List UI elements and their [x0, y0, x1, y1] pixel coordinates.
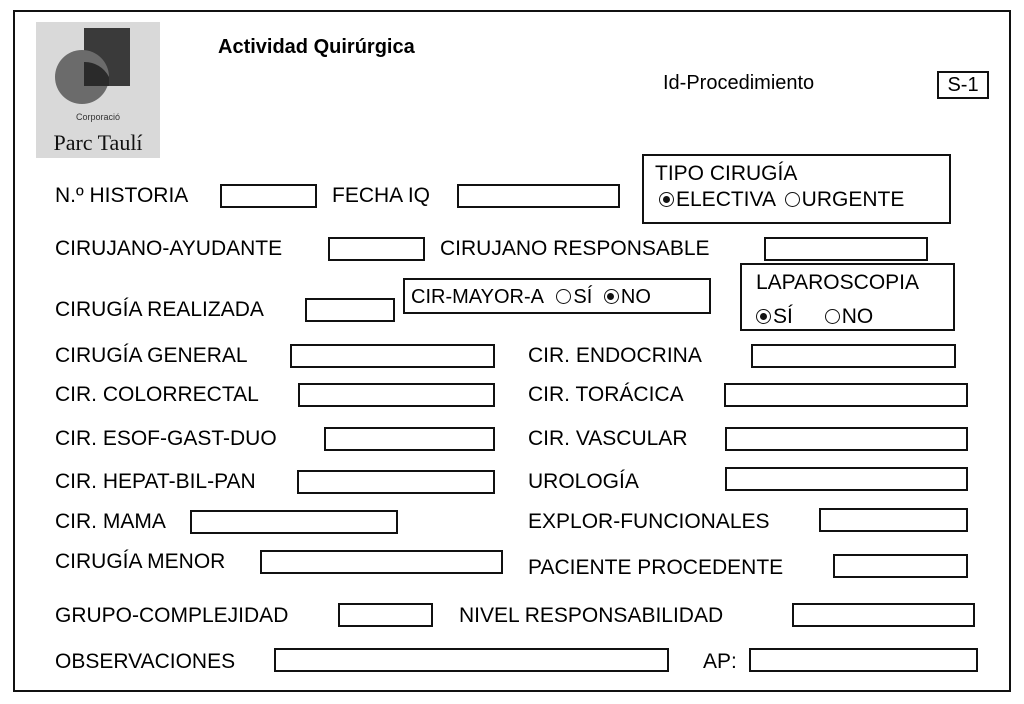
cirugia-general-label: CIRUGÍA GENERAL	[55, 344, 248, 367]
cirugia-realizada-field[interactable]	[305, 298, 395, 322]
cirugia-menor-field[interactable]	[260, 550, 503, 574]
cir-endocrina-field[interactable]	[751, 344, 956, 368]
explor-funcionales-field[interactable]	[819, 508, 968, 532]
paciente-procedente-field[interactable]	[833, 554, 968, 578]
id-procedimiento-label: Id-Procedimiento	[663, 72, 815, 94]
radio-cir-mayor-si[interactable]	[556, 289, 571, 304]
cir-mayor-no-label: NO	[620, 286, 651, 308]
fecha-label: FECHA IQ	[332, 184, 431, 207]
tipo-cirugia-title: TIPO CIRUGÍA	[655, 162, 798, 185]
cir-vascular-label: CIR. VASCULAR	[528, 427, 688, 450]
logo-name: Parc Taulí	[53, 130, 143, 155]
parc-tauli-logo	[36, 22, 160, 158]
laparoscopia-title: LAPAROSCOPIA	[756, 271, 919, 294]
urologia-field[interactable]	[725, 467, 968, 491]
nivel-responsabilidad-field[interactable]	[792, 603, 975, 627]
cir-colorrectal-field[interactable]	[298, 383, 495, 407]
cirugia-realizada-label: CIRUGÍA REALIZADA	[55, 298, 264, 321]
tipo-cirugia-options	[659, 188, 904, 212]
cir-colorrectal-label: CIR. COLORRECTAL	[55, 383, 259, 406]
cir-mayor-group	[403, 278, 711, 314]
laparoscopia-si-label: SÍ	[773, 305, 793, 328]
cirujano-responsable-field[interactable]	[764, 237, 928, 261]
electiva-label: ELECTIVA	[676, 188, 775, 211]
paciente-procedente-label: PACIENTE PROCEDENTE	[528, 556, 784, 579]
urologia-label: UROLOGÍA	[528, 470, 639, 493]
cir-esof-field[interactable]	[324, 427, 495, 451]
nivel-responsabilidad-label: NIVEL RESPONSABILIDAD	[459, 604, 724, 627]
radio-electiva[interactable]	[659, 192, 674, 207]
laparoscopia-group	[740, 263, 955, 331]
cir-mayor-si-label: SÍ	[573, 286, 593, 308]
cir-vascular-field[interactable]	[725, 427, 968, 451]
cir-endocrina-label: CIR. ENDOCRINA	[528, 344, 702, 367]
laparoscopia-no-label: NO	[841, 305, 874, 328]
urgente-label: URGENTE	[801, 188, 905, 211]
laparoscopia-options	[756, 305, 873, 329]
radio-urgente[interactable]	[785, 192, 800, 207]
tipo-cirugia-group	[642, 154, 951, 224]
radio-cir-mayor-no[interactable]	[604, 289, 619, 304]
cir-mama-label: CIR. MAMA	[55, 510, 166, 533]
cir-hepat-field[interactable]	[297, 470, 495, 494]
fecha-field[interactable]	[457, 184, 620, 208]
cir-mayor-row	[411, 285, 651, 309]
cirujano-ayudante-field[interactable]	[328, 237, 425, 261]
logo-subtitle: Corporació	[75, 112, 121, 122]
ap-field[interactable]	[749, 648, 978, 672]
historia-field[interactable]	[220, 184, 317, 208]
observaciones-label: OBSERVACIONES	[55, 650, 236, 673]
radio-laparoscopia-si[interactable]	[756, 309, 771, 324]
id-procedimiento-value: S-1	[937, 71, 989, 99]
cirujano-responsable-label: CIRUJANO RESPONSABLE	[440, 237, 710, 260]
observaciones-field[interactable]	[274, 648, 669, 672]
cir-mama-field[interactable]	[190, 510, 398, 534]
cir-toracica-field[interactable]	[724, 383, 968, 407]
grupo-complejidad-label: GRUPO-COMPLEJIDAD	[55, 604, 289, 627]
cir-hepat-label: CIR. HEPAT-BIL-PAN	[55, 470, 256, 493]
cir-toracica-label: CIR. TORÁCICA	[528, 383, 684, 406]
cir-mayor-label: CIR-MAYOR-A	[411, 286, 543, 308]
form-title: Actividad Quirúrgica	[218, 36, 415, 58]
cirujano-ayudante-label: CIRUJANO-AYUDANTE	[55, 237, 283, 260]
cirugia-general-field[interactable]	[290, 344, 495, 368]
explor-funcionales-label: EXPLOR-FUNCIONALES	[528, 510, 770, 533]
cirugia-menor-label: CIRUGÍA MENOR	[55, 550, 226, 573]
historia-label: N.º HISTORIA	[55, 184, 189, 207]
grupo-complejidad-field[interactable]	[338, 603, 433, 627]
cir-esof-label: CIR. ESOF-GAST-DUO	[55, 427, 277, 450]
radio-laparoscopia-no[interactable]	[825, 309, 840, 324]
ap-label: AP:	[703, 650, 737, 673]
